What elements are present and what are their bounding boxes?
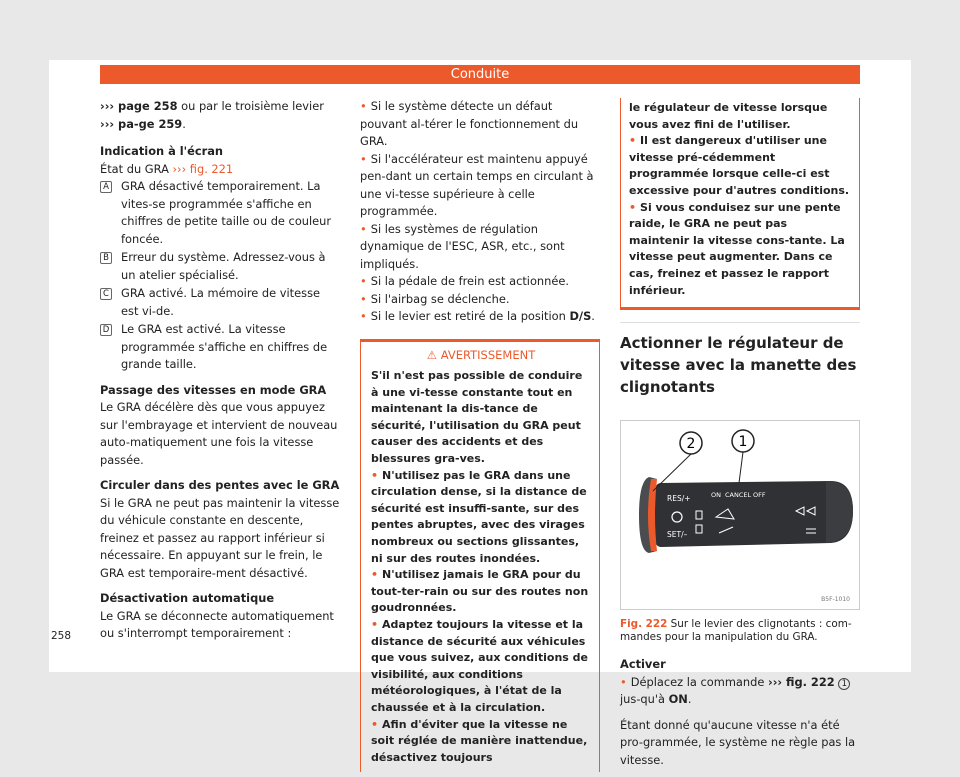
warning-item-text: Il est dangereux d'utiliser une vitesse pré-cédemment programmée lorsque celle-ci est excessive pour d'autres conditions. <box>629 134 850 197</box>
indication-label: État du GRA <box>100 161 173 176</box>
figure-caption <box>620 618 860 644</box>
list-item: • Si l'accélérateur est maintenu appuyé pen-dant un certain temps en circulant à une vi-tesse supérieure à celle programmée. <box>360 151 594 218</box>
warning-item: • N'utilisez pas le GRA dans une circulation dense, si la distance de sécurité est insuffi-sante, sur des pentes abruptes, avec des virages nombreux ou sections glissantes, ni sur des routes inondées. <box>371 468 587 565</box>
on-label: ON <box>668 692 688 707</box>
bullet-end: . <box>591 309 595 323</box>
column-2 <box>360 98 600 772</box>
warning-item-text: Adaptez toujours la vitesse et la distance de sécurité aux véhicules que vous suivez, aux conditions de visibilité, aux conditions météorologiques, à l'état de la chaussée et à la circulation. <box>371 618 588 714</box>
warning-item: • Afin d'éviter que la vitesse ne soit réglée de manière inattendue, désactivez toujours <box>371 717 588 764</box>
intro-paragraph <box>100 98 340 133</box>
list-item: • Si la pédale de frein est actionnée. <box>360 274 570 288</box>
letter-badge: A <box>100 181 112 193</box>
warning-cont-text: le régulateur de vitesse lorsque vous avez fini de l'utiliser. <box>629 101 828 131</box>
desactivation-heading: Désactivation automatique <box>100 591 275 605</box>
figure-code: B5F-1010 <box>821 596 850 604</box>
section-title: Actionner le régulateur de vitesse avec la manette des clignotants <box>620 332 860 400</box>
bullet-text: Si le système détecte un défaut pouvant al-térer le fonctionnement du GRA. <box>360 99 579 148</box>
letter-badge: B <box>100 252 112 264</box>
warning-intro: S'il n'est pas possible de conduire à une vi-tesse constante tout en maintenant la dis-tance de sécurité, l'utilisation du GRA peut causer des accidents et des blessures gra-ves. <box>371 369 583 466</box>
res-label: RES/+ <box>667 494 691 504</box>
bullet-text: Si l'airbag se déclenche. <box>370 291 510 306</box>
warning-title-text: AVERTISSEMENT <box>440 347 536 362</box>
indication-text <box>100 161 340 179</box>
activer-text: Déplacez la commande <box>630 674 768 689</box>
callout-2: 2 <box>686 436 696 453</box>
list-item <box>100 249 340 284</box>
cancel-label: CANCEL <box>725 491 752 500</box>
intro-text: ou par le troisième levier <box>177 99 324 113</box>
fig-link[interactable]: ››› fig. 222 <box>768 674 835 689</box>
figure-222 <box>620 420 860 610</box>
bullet-text: Si les systèmes de régulation dynamique de l'ESC, ASR, etc., sont impliqués. <box>360 221 565 271</box>
page-number: 258 <box>51 630 72 642</box>
warning-item-text: N'utilisez pas le GRA dans une circulation dense, si la distance de sécurité est insuffi-sante, sur des pentes abruptes, avec des virages nombreux ou sections glissantes, ni sur des routes inondées. <box>371 468 587 565</box>
letter-badge: C <box>100 288 112 300</box>
list-item-text: GRA désactivé temporairement. La vites-se programmée s'affiche en chiffres de petite taille ou de couleur foncée. <box>121 179 332 246</box>
page-link-2[interactable]: ››› pa-ge 259 <box>100 116 183 131</box>
pentes-heading: Circuler dans des pentes avec le GRA <box>100 478 340 492</box>
warning-item: • Il est dangereux d'utiliser une vitesse pré-cédemment programmée lorsque celle-ci est excessive pour d'autres conditions. <box>629 134 850 197</box>
warning-item-text: Afin d'éviter que la vitesse ne soit réglée de manière inattendue, désactivez toujours <box>371 717 588 764</box>
bullet-text: Si le levier est retiré de la position <box>370 309 570 323</box>
list-item: • Si le système détecte un défaut pouvant al-térer le fonctionnement du GRA. <box>360 99 579 148</box>
warning-item-text: Si vous conduisez sur une pente raide, le GRA ne peut pas maintenir la vitesse cons-tante. La vitesse peut augmenter. Dans ce cas, freinez et passez le rapport inférieur. <box>629 200 845 297</box>
list-item: • Si le levier est retiré de la position D/S. <box>360 309 595 323</box>
indication-heading: Indication à l'écran <box>100 144 224 158</box>
list-item <box>100 321 340 374</box>
letter-badge: D <box>100 324 112 336</box>
list-item-text: GRA activé. La mémoire de vitesse est vi-de. <box>121 286 321 318</box>
pentes-text: Si le GRA ne peut pas maintenir la vitesse du véhicule constante en descente, freinez et passez au rapport inférieur si nécessaire. En appuyant sur le frein, le GRA est temporaire-ment désactivé. <box>100 495 340 580</box>
bullet-text: Si la pédale de frein est actionnée. <box>370 274 570 288</box>
activer-item: • Déplacez la commande ››› fig. 222 1 jus-qu'à ON. <box>620 674 860 709</box>
desactivation-text: Le GRA se déconnecte automatiquement ou s'interrompt temporairement : <box>100 608 334 640</box>
page-header: Conduite <box>100 65 860 84</box>
activer-text-2: jus-qu'à <box>620 692 669 707</box>
set-label: SET/– <box>667 530 688 540</box>
warning-title <box>371 347 591 364</box>
list-item: • Si les systèmes de régulation dynamique de l'ESC, ASR, etc., sont impliqués. <box>360 221 565 271</box>
list-item <box>100 285 340 320</box>
list-item-text: Le GRA est activé. La vitesse programmée s'affiche en chiffres de grande taille. <box>121 322 328 371</box>
passage-text: Le GRA décélère dès que vous appuyez sur l'embrayage et intervient de nouveau auto-matiquement une fois la vitesse passée. <box>100 400 338 467</box>
bullet-text: Si l'accélérateur est maintenu appuyé pen-dant un certain temps en circulant à une vi-tesse supérieure à celle programmée. <box>360 151 594 218</box>
list-item <box>100 178 340 248</box>
warning-box-continued <box>620 98 860 310</box>
warning-item-text: N'utilisez jamais le GRA pour du tout-ter-rain ou sur des routes non goudronnées. <box>371 568 589 615</box>
callout-badge: 1 <box>838 678 850 690</box>
warning-box <box>360 339 600 773</box>
figure-caption-text: Sur le levier des clignotants : com-mandes pour la manipulation du GRA. <box>620 618 852 644</box>
fig-link[interactable]: ››› fig. 221 <box>172 161 234 176</box>
activer-end: . <box>687 692 692 707</box>
stalk-illustration <box>621 421 859 609</box>
passage-heading: Passage des vitesses en mode GRA <box>100 382 327 397</box>
warning-icon: ⚠ <box>426 347 438 362</box>
figure-label: Fig. 222 <box>620 618 668 631</box>
page-link[interactable]: ››› page 258 <box>100 99 178 113</box>
on-label: ON <box>711 491 721 500</box>
warning-item: • Adaptez toujours la vitesse et la distance de sécurité aux véhicules que vous suivez, aux conditions de visibilité, aux conditions météorologiques, à l'état de la chaussée et à la circulation. <box>371 618 588 714</box>
column-3 <box>620 98 860 777</box>
intro-end: . <box>182 116 186 131</box>
warning-item: • N'utilisez jamais le GRA pour du tout-ter-rain ou sur des routes non goudronnées. <box>371 568 589 615</box>
column-1 <box>100 98 340 651</box>
off-label: OFF <box>753 491 766 500</box>
final-text: Étant donné qu'aucune vitesse n'a été pro-grammée, le système ne règle pas la vitesse. <box>620 717 856 767</box>
list-item-text: Erreur du système. Adressez-vous à un atelier spécialisé. <box>121 250 326 282</box>
warning-item: • Si vous conduisez sur une pente raide, le GRA ne peut pas maintenir la vitesse cons-tante. La vitesse peut augmenter. Dans ce cas, freinez et passez le rapport inférieur. <box>629 200 845 297</box>
list-item: • Si l'airbag se déclenche. <box>360 291 510 306</box>
activer-heading: Activer <box>620 657 666 672</box>
callout-1: 1 <box>738 434 748 451</box>
bullet-bold: D/S <box>569 309 592 323</box>
